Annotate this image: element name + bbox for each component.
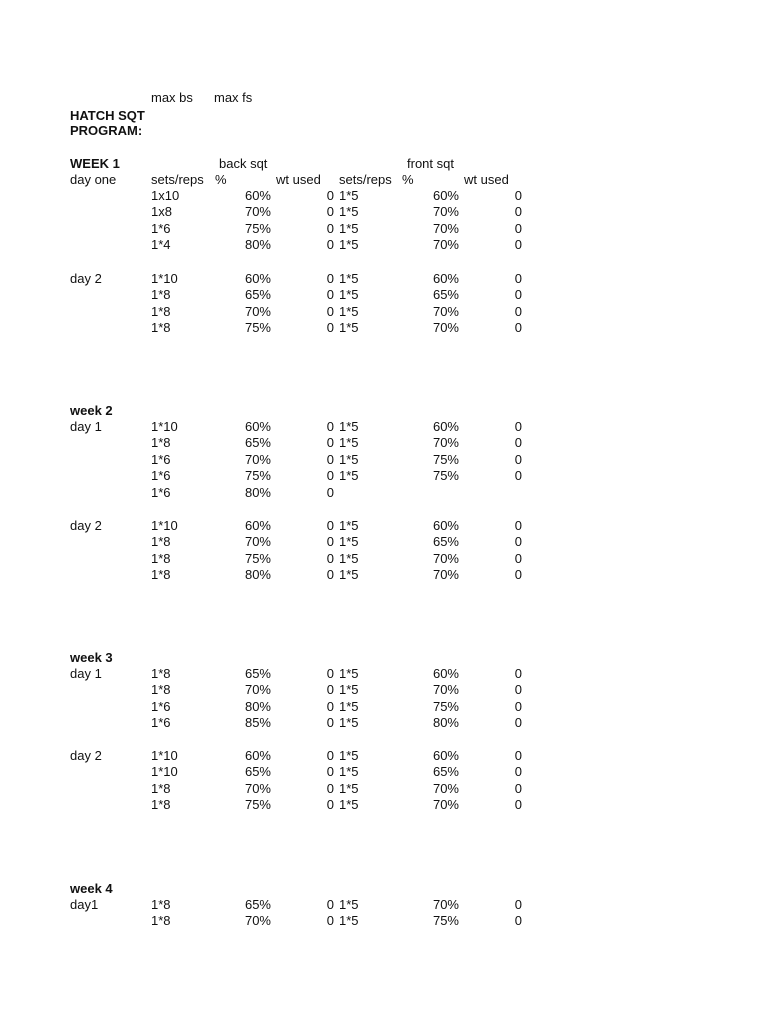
front-wt-cell: 0	[514, 698, 522, 714]
front-pct-header: %	[402, 172, 414, 187]
back-pct-cell: 80%	[244, 484, 271, 500]
back-wt-cell: 0	[326, 666, 334, 681]
back-wt-cell: 0	[326, 567, 334, 583]
back-pct-cell: 70%	[244, 204, 271, 220]
back-sets-cell: 1*10	[151, 748, 178, 763]
front-sets-cell: 1*5	[339, 534, 359, 550]
back-pct-cell: 70%	[244, 780, 271, 796]
back-squat-header: back sqt	[219, 156, 268, 171]
back-wt-cell: 0	[326, 188, 334, 203]
front-setsreps-header: sets/reps	[339, 172, 392, 187]
back-pct-cell: 60%	[244, 518, 271, 533]
front-wt-used-header: wt used	[464, 172, 509, 187]
back-sets-cell: 1*4	[151, 237, 171, 253]
front-wt-cell: 0	[514, 682, 522, 698]
front-pct-cell: 75%	[432, 451, 459, 467]
back-sets-cell: 1*8	[151, 567, 171, 583]
back-wt-cell: 0	[326, 484, 334, 500]
front-sets-cell: 1*5	[339, 451, 359, 467]
front-sets-cell: 1*5	[339, 435, 359, 451]
front-pct-cell: 70%	[432, 567, 459, 583]
back-pct-cell: 70%	[244, 534, 271, 550]
back-pct-cell: 75%	[244, 797, 271, 813]
front-sets-cell: 1*5	[339, 303, 359, 319]
back-wt-cell: 0	[326, 682, 334, 698]
front-pct-cell: 80%	[432, 715, 459, 731]
front-sets-cell: 1*5	[339, 287, 359, 303]
back-wt-cell: 0	[326, 897, 334, 912]
back-wt-used-header: wt used	[276, 172, 321, 187]
back-sets-cell: 1*6	[151, 451, 171, 467]
back-pct-cell: 65%	[244, 764, 271, 780]
front-sets-cell: 1*5	[339, 550, 359, 566]
front-sets-cell: 1*5	[339, 666, 359, 681]
max-fs-label: max fs	[214, 90, 253, 105]
front-pct-cell: 60%	[432, 748, 459, 763]
front-wt-cell: 0	[514, 468, 522, 484]
front-pct-cell: 70%	[432, 682, 459, 698]
back-sets-cell: 1x10	[151, 188, 180, 203]
front-sets-cell: 1*5	[339, 419, 359, 434]
front-sets-cell: 1*5	[339, 320, 359, 336]
front-wt-cell: 0	[514, 780, 522, 796]
front-pct-cell: 70%	[432, 204, 459, 220]
front-pct-cell: 70%	[432, 220, 459, 236]
back-pct-cell: 60%	[244, 188, 271, 203]
week-heading: week 3	[70, 650, 113, 665]
back-sets-cell: 1*8	[151, 666, 171, 681]
day-label: day 2	[70, 748, 102, 763]
back-pct-cell: 60%	[244, 748, 271, 763]
back-pct-cell: 70%	[244, 682, 271, 698]
back-pct-cell: 80%	[244, 567, 271, 583]
front-wt-cell: 0	[514, 204, 522, 220]
back-sets-cell: 1*8	[151, 682, 171, 698]
front-wt-cell: 0	[514, 567, 522, 583]
back-wt-cell: 0	[326, 204, 334, 220]
back-sets-cell: 1*10	[151, 518, 178, 533]
front-sets-cell: 1*5	[339, 237, 359, 253]
front-wt-cell: 0	[514, 451, 522, 467]
front-wt-cell: 0	[514, 320, 522, 336]
back-wt-cell: 0	[326, 237, 334, 253]
front-wt-cell: 0	[514, 220, 522, 236]
front-pct-cell: 65%	[432, 287, 459, 303]
front-sets-cell: 1*5	[339, 897, 359, 912]
front-sets-cell: 1*5	[339, 764, 359, 780]
front-sets-cell: 1*5	[339, 748, 359, 763]
front-pct-cell: 70%	[432, 320, 459, 336]
front-pct-cell: 70%	[432, 897, 459, 912]
front-wt-cell: 0	[514, 303, 522, 319]
back-sets-cell: 1*8	[151, 534, 171, 550]
back-pct-header: %	[215, 172, 227, 187]
back-sets-cell: 1x8	[151, 204, 172, 220]
front-wt-cell: 0	[514, 913, 522, 929]
back-sets-cell: 1*8	[151, 780, 171, 796]
front-sets-cell: 1*5	[339, 518, 359, 533]
front-wt-cell: 0	[514, 715, 522, 731]
back-sets-cell: 1*8	[151, 913, 171, 929]
front-sets-cell: 1*5	[339, 220, 359, 236]
back-pct-cell: 75%	[244, 550, 271, 566]
front-wt-cell: 0	[514, 897, 522, 912]
week-heading: WEEK 1	[70, 156, 120, 171]
back-sets-cell: 1*10	[151, 419, 178, 434]
front-sets-cell: 1*5	[339, 715, 359, 731]
back-sets-cell: 1*8	[151, 797, 171, 813]
front-wt-cell: 0	[514, 748, 522, 763]
front-pct-cell: 60%	[432, 666, 459, 681]
back-sets-cell: 1*6	[151, 698, 171, 714]
front-wt-cell: 0	[514, 435, 522, 451]
back-sets-cell: 1*8	[151, 303, 171, 319]
front-pct-cell: 60%	[432, 271, 459, 286]
front-pct-cell: 70%	[432, 435, 459, 451]
front-squat-header: front sqt	[407, 156, 454, 171]
back-wt-cell: 0	[326, 748, 334, 763]
day-label: day 1	[70, 419, 102, 434]
day-label: day 2	[70, 518, 102, 533]
front-pct-cell: 70%	[432, 237, 459, 253]
front-wt-cell: 0	[514, 550, 522, 566]
back-wt-cell: 0	[326, 715, 334, 731]
front-sets-cell: 1*5	[339, 797, 359, 813]
back-sets-cell: 1*8	[151, 550, 171, 566]
front-sets-cell: 1*5	[339, 698, 359, 714]
back-wt-cell: 0	[326, 468, 334, 484]
front-pct-cell: 70%	[432, 303, 459, 319]
front-sets-cell: 1*5	[339, 913, 359, 929]
front-wt-cell: 0	[514, 188, 522, 203]
front-sets-cell: 1*5	[339, 682, 359, 698]
back-sets-cell: 1*8	[151, 320, 171, 336]
back-wt-cell: 0	[326, 419, 334, 434]
front-pct-cell: 60%	[432, 518, 459, 533]
front-sets-cell: 1*5	[339, 204, 359, 220]
day-label: day1	[70, 897, 99, 912]
back-pct-cell: 60%	[244, 271, 271, 286]
front-pct-cell: 60%	[432, 188, 459, 203]
back-wt-cell: 0	[326, 435, 334, 451]
back-wt-cell: 0	[326, 320, 334, 336]
week-heading: week 2	[70, 403, 113, 418]
week-heading: week 4	[70, 881, 113, 896]
back-sets-cell: 1*6	[151, 715, 171, 731]
day-label: day one	[70, 172, 117, 187]
max-bs-label: max bs	[151, 90, 193, 105]
back-wt-cell: 0	[326, 271, 334, 286]
back-wt-cell: 0	[326, 550, 334, 566]
back-sets-cell: 1*8	[151, 897, 171, 912]
front-wt-cell: 0	[514, 534, 522, 550]
back-wt-cell: 0	[326, 287, 334, 303]
front-wt-cell: 0	[514, 764, 522, 780]
back-pct-cell: 70%	[244, 913, 271, 929]
back-pct-cell: 70%	[244, 451, 271, 467]
back-pct-cell: 85%	[244, 715, 271, 731]
back-wt-cell: 0	[326, 220, 334, 236]
back-sets-cell: 1*6	[151, 484, 171, 500]
back-wt-cell: 0	[326, 913, 334, 929]
front-wt-cell: 0	[514, 666, 522, 681]
front-pct-cell: 65%	[432, 764, 459, 780]
back-sets-cell: 1*10	[151, 764, 178, 780]
front-wt-cell: 0	[514, 271, 522, 286]
day-label: day 1	[70, 666, 102, 681]
back-setsreps-header: sets/reps	[151, 172, 204, 187]
back-wt-cell: 0	[326, 303, 334, 319]
front-wt-cell: 0	[514, 237, 522, 253]
front-wt-cell: 0	[514, 419, 522, 434]
front-sets-cell: 1*5	[339, 188, 359, 203]
front-sets-cell: 1*5	[339, 468, 359, 484]
program-title-line2: PROGRAM:	[70, 123, 143, 138]
front-pct-cell: 75%	[432, 468, 459, 484]
front-pct-cell: 60%	[432, 419, 459, 434]
front-sets-cell: 1*5	[339, 780, 359, 796]
front-pct-cell: 70%	[432, 780, 459, 796]
front-wt-cell: 0	[514, 518, 522, 533]
front-pct-cell: 70%	[432, 797, 459, 813]
back-pct-cell: 80%	[244, 237, 271, 253]
back-pct-cell: 75%	[244, 220, 271, 236]
back-sets-cell: 1*8	[151, 435, 171, 451]
front-wt-cell: 0	[514, 797, 522, 813]
back-pct-cell: 60%	[244, 419, 271, 434]
back-pct-cell: 65%	[244, 897, 271, 912]
program-title-line1: HATCH SQT	[70, 108, 145, 123]
back-wt-cell: 0	[326, 764, 334, 780]
front-sets-cell: 1*5	[339, 271, 359, 286]
front-pct-cell: 75%	[432, 698, 459, 714]
back-wt-cell: 0	[326, 534, 334, 550]
day-label: day 2	[70, 271, 102, 286]
back-wt-cell: 0	[326, 451, 334, 467]
back-pct-cell: 70%	[244, 303, 271, 319]
back-wt-cell: 0	[326, 780, 334, 796]
front-sets-cell: 1*5	[339, 567, 359, 583]
back-sets-cell: 1*8	[151, 287, 171, 303]
back-sets-cell: 1*10	[151, 271, 178, 286]
back-wt-cell: 0	[326, 698, 334, 714]
back-sets-cell: 1*6	[151, 468, 171, 484]
back-pct-cell: 75%	[244, 468, 271, 484]
front-pct-cell: 65%	[432, 534, 459, 550]
back-wt-cell: 0	[326, 518, 334, 533]
back-pct-cell: 75%	[244, 320, 271, 336]
back-pct-cell: 65%	[244, 666, 271, 681]
back-pct-cell: 65%	[244, 435, 271, 451]
back-pct-cell: 65%	[244, 287, 271, 303]
front-pct-cell: 70%	[432, 550, 459, 566]
back-pct-cell: 80%	[244, 698, 271, 714]
front-pct-cell: 75%	[432, 913, 459, 929]
back-wt-cell: 0	[326, 797, 334, 813]
back-sets-cell: 1*6	[151, 220, 171, 236]
front-wt-cell: 0	[514, 287, 522, 303]
